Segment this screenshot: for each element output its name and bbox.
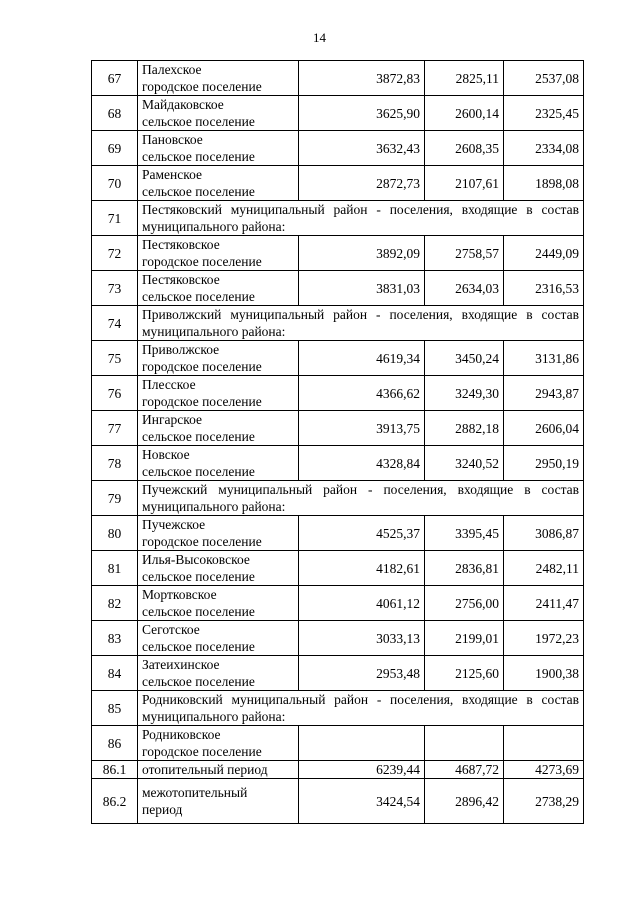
table-row — [92, 726, 584, 761]
value-cell-2: 2125,60 — [425, 656, 504, 691]
table-row — [92, 271, 584, 306]
value-cell-2: 2836,81 — [425, 551, 504, 586]
value-cell-1: 3424,54 — [299, 779, 425, 824]
settlement-name-line1: Илья-Высоковское — [142, 552, 250, 567]
value-cell-1: 2953,48 — [299, 656, 425, 691]
settlement-name-line2: сельское поселение — [142, 429, 255, 444]
table-row — [92, 551, 584, 586]
value-cell-1: 4366,62 — [299, 376, 425, 411]
table-row — [92, 586, 584, 621]
row-number: 86 — [92, 726, 138, 761]
row-number: 77 — [92, 411, 138, 446]
value-cell-3: 2482,11 — [504, 551, 584, 586]
settlement-name-line1: Палехское — [142, 62, 202, 77]
value-cell-2: 3240,52 — [425, 446, 504, 481]
value-cell-3: 4273,69 — [504, 761, 584, 779]
table-row — [92, 306, 584, 341]
row-number: 86.1 — [92, 761, 138, 779]
value-cell-3: 2334,08 — [504, 131, 584, 166]
value-cell-1: 3892,09 — [299, 236, 425, 271]
value-cell-3: 2950,19 — [504, 446, 584, 481]
value-cell-3: 2449,09 — [504, 236, 584, 271]
value-cell-3: 3131,86 — [504, 341, 584, 376]
settlement-name — [138, 446, 299, 481]
settlement-name-line2: сельское поселение — [142, 674, 255, 689]
value-cell-1: 6239,44 — [299, 761, 425, 779]
row-number: 67 — [92, 61, 138, 96]
value-cell-2: 4687,72 — [425, 761, 504, 779]
value-cell-1 — [299, 726, 425, 761]
row-number: 73 — [92, 271, 138, 306]
value-cell-1: 3632,43 — [299, 131, 425, 166]
settlement-name-line1: Сеготское — [142, 622, 200, 637]
value-cell-1: 4328,84 — [299, 446, 425, 481]
settlement-name — [138, 726, 299, 761]
settlement-name-line2: сельское поселение — [142, 149, 255, 164]
settlement-name — [138, 131, 299, 166]
value-cell-2 — [425, 726, 504, 761]
table-row — [92, 236, 584, 271]
settlement-name — [138, 236, 299, 271]
value-cell-2: 2107,61 — [425, 166, 504, 201]
settlement-name-line2: городское поселение — [142, 534, 262, 549]
value-cell-3: 2606,04 — [504, 411, 584, 446]
settlement-name-line2: сельское поселение — [142, 604, 255, 619]
row-number: 79 — [92, 481, 138, 516]
value-cell-3 — [504, 726, 584, 761]
settlement-name — [138, 411, 299, 446]
row-number: 78 — [92, 446, 138, 481]
tariff-table — [91, 60, 584, 824]
row-number: 83 — [92, 621, 138, 656]
row-number: 68 — [92, 96, 138, 131]
value-cell-1: 3831,03 — [299, 271, 425, 306]
value-cell-1: 4061,12 — [299, 586, 425, 621]
row-number: 86.2 — [92, 779, 138, 824]
settlement-name — [138, 96, 299, 131]
table-row — [92, 411, 584, 446]
settlement-name-line1: Родниковское — [142, 727, 221, 742]
region-heading: Родниковский муниципальный район - поселения, входящие в состав муниципального района: — [138, 691, 584, 726]
value-cell-3: 2738,29 — [504, 779, 584, 824]
settlement-name-line1: Мортковское — [142, 587, 217, 602]
value-cell-3: 2325,45 — [504, 96, 584, 131]
table-row — [92, 621, 584, 656]
settlement-name-line1: Пестяковское — [142, 237, 220, 252]
value-cell-1: 3872,83 — [299, 61, 425, 96]
value-cell-3: 1898,08 — [504, 166, 584, 201]
table-row — [92, 131, 584, 166]
row-number: 82 — [92, 586, 138, 621]
table-row — [92, 779, 584, 824]
value-cell-2: 2825,11 — [425, 61, 504, 96]
table-row — [92, 201, 584, 236]
value-cell-2: 2758,57 — [425, 236, 504, 271]
settlement-name — [138, 551, 299, 586]
table-row — [92, 166, 584, 201]
row-number: 76 — [92, 376, 138, 411]
value-cell-3: 2316,53 — [504, 271, 584, 306]
settlement-name-line1: Пучежское — [142, 517, 206, 532]
row-number: 84 — [92, 656, 138, 691]
value-cell-1: 4525,37 — [299, 516, 425, 551]
table-row — [92, 376, 584, 411]
row-number: 81 — [92, 551, 138, 586]
value-cell-3: 2411,47 — [504, 586, 584, 621]
settlement-name-line2: сельское поселение — [142, 639, 255, 654]
value-cell-2: 2600,14 — [425, 96, 504, 131]
settlement-name-line1: Новское — [142, 447, 190, 462]
settlement-name-line2: сельское поселение — [142, 289, 255, 304]
table-row — [92, 96, 584, 131]
settlement-name-line2: сельское поселение — [142, 114, 255, 129]
table-row — [92, 656, 584, 691]
settlement-name-line2: городское поселение — [142, 79, 262, 94]
value-cell-2: 2608,35 — [425, 131, 504, 166]
value-cell-3: 3086,87 — [504, 516, 584, 551]
settlement-name-line2: сельское поселение — [142, 464, 255, 479]
settlement-name-line1: Приволжское — [142, 342, 220, 357]
value-cell-2: 2199,01 — [425, 621, 504, 656]
settlement-name-line1: Майдаковское — [142, 97, 224, 112]
row-number: 70 — [92, 166, 138, 201]
settlement-name-line1: Затеихинское — [142, 657, 220, 672]
settlement-name — [138, 516, 299, 551]
value-cell-2: 3450,24 — [425, 341, 504, 376]
value-cell-1: 3033,13 — [299, 621, 425, 656]
value-cell-1: 2872,73 — [299, 166, 425, 201]
value-cell-3: 2537,08 — [504, 61, 584, 96]
settlement-name-line1: Плесское — [142, 377, 196, 392]
row-number: 72 — [92, 236, 138, 271]
table-row — [92, 446, 584, 481]
table-row — [92, 761, 584, 779]
settlement-name-line1: межотопительный — [142, 785, 248, 800]
table-row — [92, 516, 584, 551]
row-number: 74 — [92, 306, 138, 341]
settlement-name — [138, 779, 299, 824]
value-cell-1: 3913,75 — [299, 411, 425, 446]
region-heading: Пучежский муниципальный район - поселения, входящие в состав муниципального района: — [138, 481, 584, 516]
region-heading: Приволжский муниципальный район - поселения, входящие в состав муниципального района: — [138, 306, 584, 341]
row-number: 85 — [92, 691, 138, 726]
value-cell-1: 4619,34 — [299, 341, 425, 376]
settlement-name-line1: Раменское — [142, 167, 203, 182]
settlement-name-line2: сельское поселение — [142, 569, 255, 584]
value-cell-2: 2756,00 — [425, 586, 504, 621]
settlement-name-line2: городское поселение — [142, 394, 262, 409]
value-cell-1: 4182,61 — [299, 551, 425, 586]
table-row — [92, 61, 584, 96]
value-cell-3: 1900,38 — [504, 656, 584, 691]
settlement-name-line1: Пановское — [142, 132, 203, 147]
value-cell-3: 2943,87 — [504, 376, 584, 411]
table-row — [92, 481, 584, 516]
settlement-name — [138, 61, 299, 96]
region-heading: Пестяковский муниципальный район - поселения, входящие в состав муниципального района: — [138, 201, 584, 236]
settlement-name — [138, 341, 299, 376]
value-cell-2: 3249,30 — [425, 376, 504, 411]
table-row — [92, 341, 584, 376]
settlement-name-line2: городское поселение — [142, 744, 262, 759]
value-cell-2: 2896,42 — [425, 779, 504, 824]
value-cell-3: 1972,23 — [504, 621, 584, 656]
settlement-name — [138, 621, 299, 656]
settlement-name — [138, 656, 299, 691]
page-number: 14 — [313, 30, 326, 45]
settlement-name-line1: Пестяковское — [142, 272, 220, 287]
value-cell-2: 3395,45 — [425, 516, 504, 551]
table-row — [92, 691, 584, 726]
settlement-name — [138, 166, 299, 201]
settlement-name-line2: городское поселение — [142, 359, 262, 374]
value-cell-2: 2634,03 — [425, 271, 504, 306]
settlement-name-line2: городское поселение — [142, 254, 262, 269]
row-number: 75 — [92, 341, 138, 376]
value-cell-2: 2882,18 — [425, 411, 504, 446]
settlement-name — [138, 586, 299, 621]
row-number: 80 — [92, 516, 138, 551]
settlement-name — [138, 271, 299, 306]
settlement-name — [138, 376, 299, 411]
settlement-name-line1: отопительный период — [142, 762, 268, 777]
settlement-name — [138, 761, 299, 779]
settlement-name-line2: период — [142, 802, 183, 817]
value-cell-1: 3625,90 — [299, 96, 425, 131]
row-number: 71 — [92, 201, 138, 236]
settlement-name-line2: сельское поселение — [142, 184, 255, 199]
settlement-name-line1: Ингарское — [142, 412, 203, 427]
row-number: 69 — [92, 131, 138, 166]
